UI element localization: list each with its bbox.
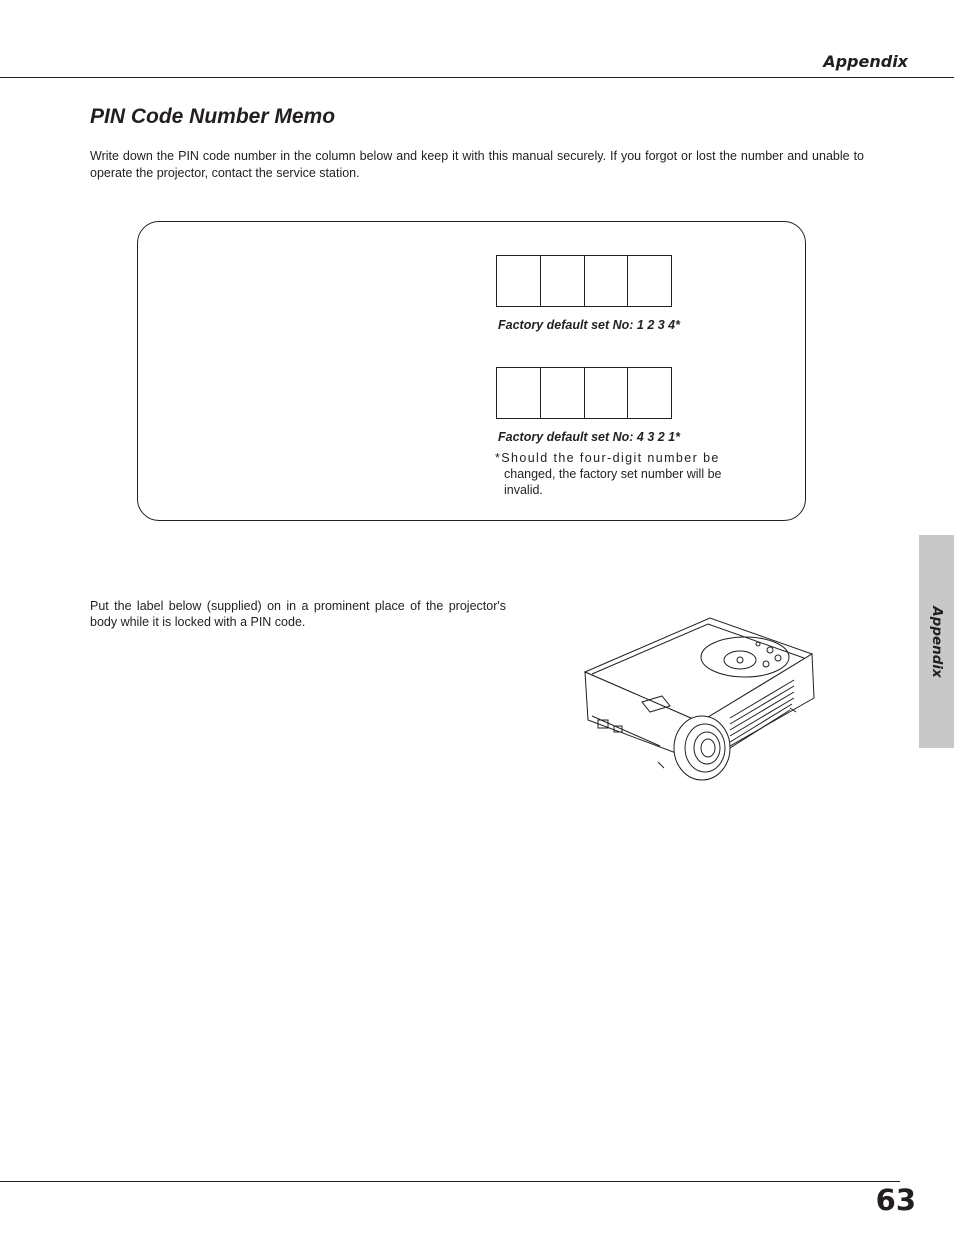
intro-paragraph: Write down the PIN code number in the column below and keep it with this manual securely. If you forgot or lost the number and unable to operate the projector, contact the service station. xyxy=(90,149,864,180)
pin-digit-cell xyxy=(497,256,541,306)
pin-memo-box xyxy=(137,221,806,521)
note-rest: changed, the factory set number will be invalid. xyxy=(504,467,722,497)
pin-digit-cell xyxy=(585,368,629,418)
factory-default-label-1: Factory default set No: 1 2 3 4* xyxy=(498,318,681,332)
side-tab xyxy=(919,535,954,748)
footer-rule xyxy=(0,1181,900,1182)
pin-digit-cell xyxy=(585,256,629,306)
factory-set-note xyxy=(495,450,738,498)
pin-digit-cell xyxy=(541,256,585,306)
header-rule xyxy=(0,77,954,78)
factory-default-label-2: Factory default set No: 4 3 2 1* xyxy=(498,430,681,444)
pin-digit-cell xyxy=(497,368,541,418)
section-header: Appendix xyxy=(823,52,908,71)
pin-digit-cell xyxy=(541,368,585,418)
projector-illustration xyxy=(580,612,820,787)
pin-digit-cell xyxy=(628,368,671,418)
pin-entry-grid-1 xyxy=(496,255,672,307)
page-number: 63 xyxy=(875,1183,916,1217)
pin-digit-cell xyxy=(628,256,671,306)
page-title: PIN Code Number Memo xyxy=(90,105,336,128)
pin-entry-grid-2 xyxy=(496,367,672,419)
note-first-line: *Should the four-digit number be xyxy=(495,451,720,465)
side-tab-label: Appendix xyxy=(928,605,945,678)
label-instruction: Put the label below (supplied) on in a prominent place of the projector's body while it is locked with a PIN code. xyxy=(90,599,506,629)
